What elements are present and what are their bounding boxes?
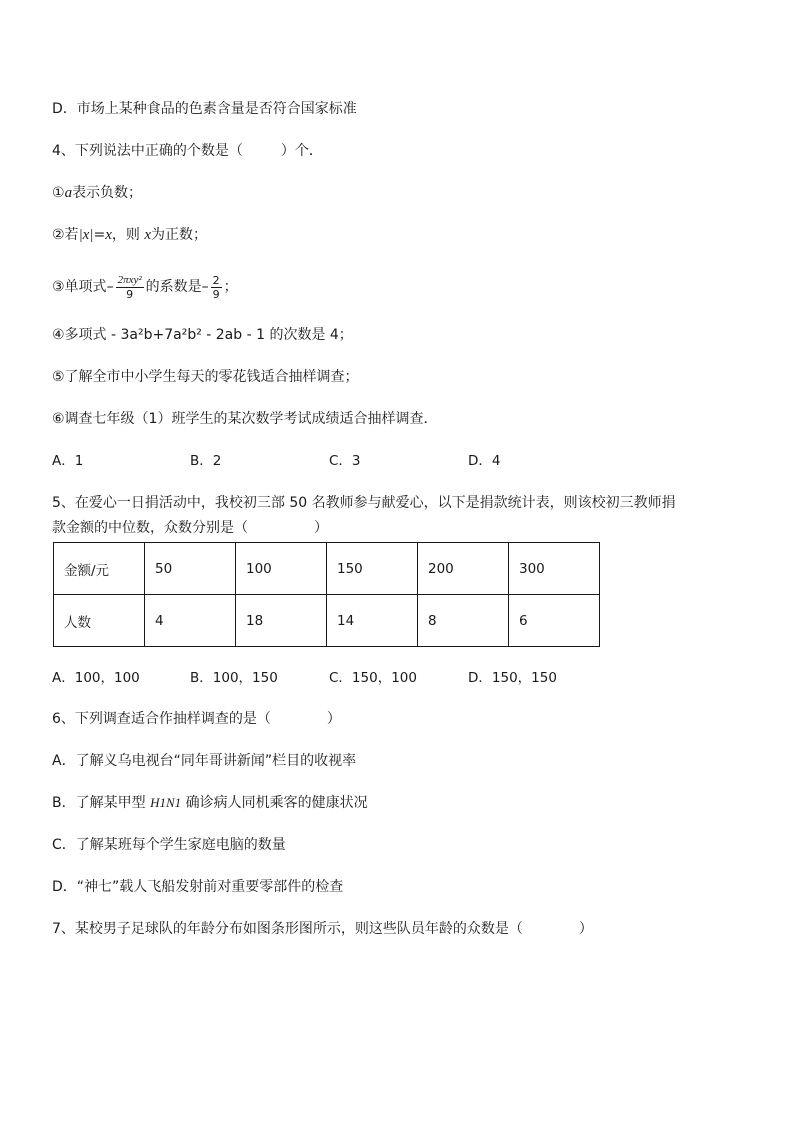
fraction-numerator: 2 <box>212 273 220 287</box>
q4-statement-5: ⑤了解全市中小学生每天的零花钱适合抽样调查； <box>52 369 359 385</box>
table-cell: 4 <box>145 595 236 647</box>
var-x: x <box>105 227 112 243</box>
q4-stem-after: ）个． <box>280 143 323 159</box>
table-cell: 8 <box>418 595 509 647</box>
table-cell: 100 <box>236 543 327 595</box>
statement-end: 为正数； <box>151 227 207 243</box>
q7-stem-close: ） <box>578 921 593 937</box>
q5-option-b: B．100，150 <box>190 670 278 686</box>
q6-stem-text: 6、下列调查适合作抽样调查的是（ <box>52 711 271 727</box>
fraction-monomial <box>116 274 144 301</box>
option-suffix: 确诊病人同机乘客的健康状况 <box>185 795 368 811</box>
q4-option-c: C．3 <box>329 453 361 469</box>
statement-prefix: ②若 <box>52 227 79 243</box>
table-cell: 150 <box>327 543 418 595</box>
q4-option-b: B．2 <box>190 453 222 469</box>
q4-option-a: A．1 <box>52 453 84 469</box>
q7-stem-text: 7、某校男子足球队的年龄分布如图条形图所示，则这些队员年龄的众数是（ <box>52 921 523 937</box>
abs-x: |x| <box>78 227 94 243</box>
table-row <box>54 543 600 595</box>
var-x-2: x <box>144 227 151 243</box>
q5-stem-close: ） <box>314 520 328 536</box>
table-cell: 6 <box>509 595 600 647</box>
q5-option-d: D．150，150 <box>468 670 557 686</box>
q6-option-b <box>52 793 368 813</box>
donation-table <box>53 542 600 647</box>
q4-statement-6: ⑥调查七年级（1）班学生的某次数学考试成绩适合抽样调查． <box>52 411 438 427</box>
q5-stem-text: 款金额的中位数，众数分别是（ <box>52 520 248 536</box>
q5-option-a: A．100，100 <box>52 670 140 686</box>
q6-option-a: A．了解义乌电视台“同年哥讲新闻”栏目的收视率 <box>52 753 357 769</box>
table-cell: 18 <box>236 595 327 647</box>
option-prefix: B．了解某甲型 <box>52 795 146 811</box>
table-cell: 金额/元 <box>54 543 145 595</box>
virus-name: H1N1 <box>150 795 182 810</box>
fraction-numerator: 2πxy² <box>117 273 142 286</box>
statement-end: ； <box>223 279 238 295</box>
q5-option-c: C．150，100 <box>329 670 417 686</box>
q4-stem-before: 4、下列说法中正确的个数是（ <box>52 143 243 159</box>
statement-mid: 的系数是 <box>145 279 202 295</box>
table-cell: 人数 <box>54 595 145 647</box>
statement-text: 表示负数； <box>72 185 143 201</box>
q6-option-c: C．了解某班每个学生家庭电脑的数量 <box>52 837 286 853</box>
fraction-coefficient <box>211 274 222 301</box>
q7-stem <box>52 919 593 939</box>
fraction-denominator: 9 <box>126 287 134 301</box>
q4-statement-1 <box>52 183 142 203</box>
q5-stem-line-2 <box>52 518 328 538</box>
q6-stem-close: ） <box>326 711 341 727</box>
minus-sign-2: – <box>201 279 209 295</box>
q4-statement-2 <box>52 225 207 245</box>
equals-sign: = <box>93 227 106 243</box>
q4-statement-4: ④多项式 - 3a²b+7a²b² - 2ab - 1 的次数是 4； <box>52 327 353 343</box>
circled-number-1: ① <box>52 185 65 201</box>
minus-sign: – <box>106 279 114 295</box>
q4-statement-3 <box>52 272 238 302</box>
q4-option-d: D．4 <box>468 453 501 469</box>
table-row <box>54 595 600 647</box>
statement-mid: ，则 <box>111 227 140 243</box>
q3-option-d: D．市场上某种食品的色素含量是否符合国家标准 <box>52 101 357 117</box>
table-cell: 14 <box>327 595 418 647</box>
q6-stem <box>52 709 341 729</box>
statement-prefix: ③单项式 <box>52 279 107 295</box>
table-cell: 200 <box>418 543 509 595</box>
q5-stem-line-1: 5、在爱心一日捐活动中，我校初三部 50 名教师参与献爱心，以下是捐款统计表，则该校初三教师捐 <box>52 495 676 511</box>
table-cell: 50 <box>145 543 236 595</box>
fraction-denominator: 9 <box>212 287 220 301</box>
table-cell: 300 <box>509 543 600 595</box>
q4-stem <box>52 141 323 161</box>
var-a: a <box>64 185 73 201</box>
q6-option-d: D．“神七”载人飞船发射前对重要零部件的检查 <box>52 879 344 895</box>
